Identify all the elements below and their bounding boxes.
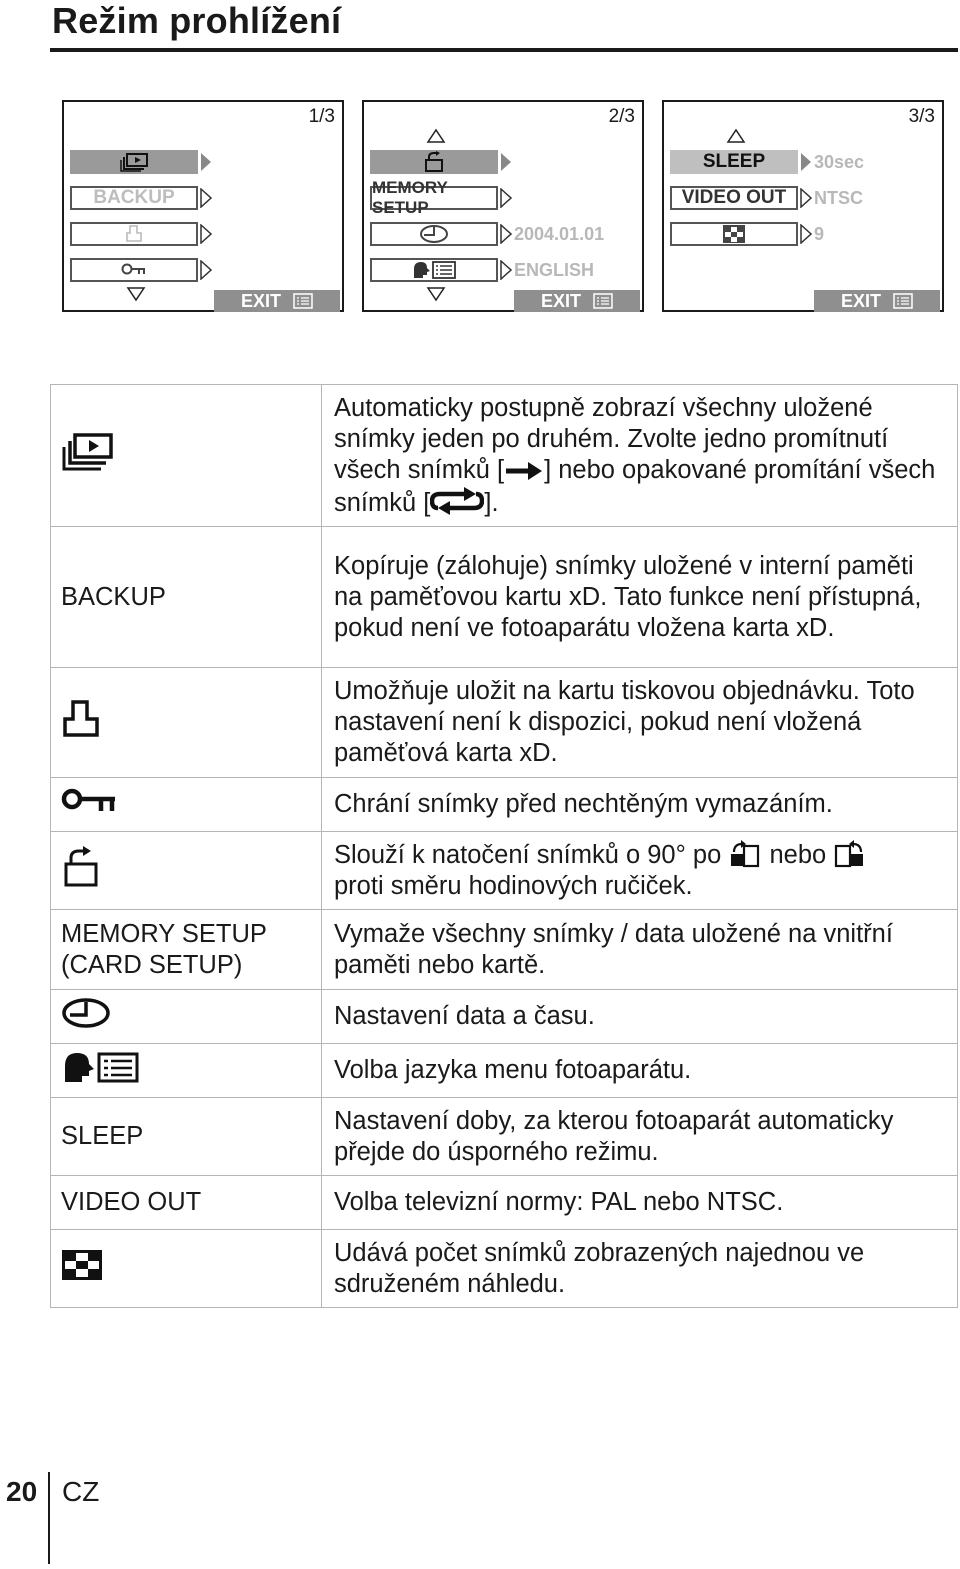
title-rule (50, 48, 958, 52)
menu-item-language[interactable] (370, 258, 498, 282)
submenu-arrow-icon (800, 224, 812, 244)
language-icon (411, 260, 457, 280)
table-row (51, 1230, 958, 1308)
table-row (51, 527, 958, 668)
index-grid-icon (722, 224, 746, 244)
row-description: Nastavení data a času. (322, 990, 958, 1044)
row-label (51, 1044, 322, 1098)
rotate-text-3: proti směru hodinových ručiček. (334, 871, 693, 900)
row-label (51, 1230, 322, 1308)
slideshow-text-2: ] nebo opakované promítání všech snímků [ (334, 455, 936, 517)
row-description: Vymaže všechny snímky / data uložené na vnitřní paměti nebo kartě. (322, 910, 958, 990)
row-label: SLEEP (51, 1098, 322, 1176)
row-label (51, 385, 322, 527)
row-description (322, 832, 958, 910)
row-description: Udává počet snímků zobrazených najednou ve sdruženém náhledu. (322, 1230, 958, 1308)
play-repeat-icon (430, 486, 484, 516)
footer-divider (48, 1472, 50, 1564)
scroll-up-icon[interactable] (726, 128, 746, 144)
menu-item-video-out[interactable]: VIDEO OUT (670, 186, 798, 210)
table-row (51, 668, 958, 778)
rotate-text-2: nebo (769, 840, 827, 869)
exit-label: EXIT (540, 290, 581, 311)
row-label (51, 668, 322, 778)
print-order-icon (124, 224, 144, 244)
menu-icon (593, 293, 613, 309)
rotate-icon (423, 151, 445, 173)
row-label: MEMORY SETUP (CARD SETUP) (51, 910, 322, 990)
clock-value: 2004.01.01 (514, 224, 605, 244)
description-table (50, 384, 958, 1308)
row-description: Chrání snímky před nechtěným vymazáním. (322, 778, 958, 832)
slideshow-icon (61, 432, 115, 472)
menu-icon (893, 293, 913, 309)
submenu-arrow-icon (500, 260, 512, 280)
language-value: ENGLISH (514, 260, 595, 280)
screen-page-number: 2/3 (608, 106, 635, 127)
menu-screen-2 (362, 100, 644, 312)
index-grid-icon (61, 1249, 103, 1281)
submenu-arrow-icon (500, 152, 512, 172)
slideshow-icon (119, 152, 149, 172)
menu-item-clock[interactable] (370, 222, 498, 246)
menu-screen-3 (662, 100, 944, 312)
key-icon (61, 788, 117, 814)
row-description (322, 385, 958, 527)
clock-icon (419, 224, 449, 244)
play-once-icon (504, 459, 544, 483)
row-label (51, 778, 322, 832)
table-row (51, 385, 958, 527)
slideshow-text-1: Automaticky postupně zobrazí všechny uložené snímky jeden po druhém. Zvolte jedno promítnutí všech snímků [ (334, 393, 889, 484)
row-description: Volba televizní normy: PAL nebo NTSC. (322, 1176, 958, 1230)
menu-item-sleep[interactable]: SLEEP (670, 150, 798, 174)
print-order-icon (61, 699, 101, 739)
submenu-arrow-icon (200, 260, 212, 280)
clock-icon (61, 997, 111, 1029)
page-number: 20 (6, 1476, 38, 1507)
menu-item-rotate[interactable] (370, 150, 498, 174)
scroll-up-icon[interactable] (426, 128, 446, 144)
exit-button[interactable] (814, 290, 940, 312)
rotate-left-icon (728, 840, 762, 868)
row-description: Volba jazyka menu fotoaparátu. (322, 1044, 958, 1098)
menu-item-slideshow[interactable] (70, 150, 198, 174)
exit-button[interactable] (514, 290, 640, 312)
submenu-arrow-icon (200, 188, 212, 208)
table-row (51, 910, 958, 990)
scroll-down-icon[interactable] (126, 286, 146, 302)
row-description: Umožňuje uložit na kartu tiskovou objednávku. Toto nastavení není k dispozici, pokud není vložená paměťová karta xD. (322, 668, 958, 778)
submenu-arrow-icon (200, 152, 212, 172)
row-label: VIDEO OUT (51, 1176, 322, 1230)
language-icon (61, 1050, 141, 1084)
video-out-value: NTSC (814, 188, 863, 208)
exit-label: EXIT (840, 290, 881, 311)
submenu-arrow-icon (800, 152, 812, 172)
rotate-text-1: Slouží k natočení snímků o 90° po (334, 840, 722, 869)
screen-page-number: 3/3 (908, 106, 935, 127)
table-row (51, 990, 958, 1044)
table-row (51, 1044, 958, 1098)
row-label (51, 832, 322, 910)
table-row (51, 778, 958, 832)
submenu-arrow-icon (500, 224, 512, 244)
menu-item-protect[interactable] (70, 258, 198, 282)
row-label: BACKUP (51, 527, 322, 668)
scroll-down-icon[interactable] (426, 286, 446, 302)
table-row (51, 832, 958, 910)
menu-item-index[interactable] (670, 222, 798, 246)
table-row (51, 1176, 958, 1230)
submenu-arrow-icon (500, 188, 512, 208)
rotate-right-icon (833, 840, 867, 868)
exit-button[interactable] (214, 290, 340, 312)
row-description: Kopíruje (zálohuje) snímky uložené v interní paměti na paměťovou kartu xD. Tato funkce není přístupná, pokud není ve fotoaparátu vložena karta xD. (322, 527, 958, 668)
sleep-value: 30sec (814, 152, 865, 172)
menu-item-print-order[interactable] (70, 222, 198, 246)
index-value: 9 (814, 224, 825, 244)
menu-item-backup[interactable]: BACKUP (70, 186, 198, 210)
slideshow-text-3: ]. (484, 488, 499, 517)
menu-item-memory-setup[interactable]: MEMORY SETUP (370, 186, 498, 210)
table-row (51, 1098, 958, 1176)
row-description: Nastavení doby, za kterou fotoaparát automaticky přejde do úsporného režimu. (322, 1098, 958, 1176)
submenu-arrow-icon (800, 188, 812, 208)
menu-screen-1 (62, 100, 344, 312)
screen-page-number: 1/3 (308, 106, 335, 127)
exit-label: EXIT (240, 290, 281, 311)
key-icon (121, 263, 147, 277)
rotate-icon (61, 846, 101, 888)
menu-icon (293, 293, 313, 309)
submenu-arrow-icon (200, 224, 212, 244)
page-title: Režim prohlížení (52, 0, 342, 41)
row-label (51, 990, 322, 1044)
language-code: CZ (62, 1476, 100, 1507)
